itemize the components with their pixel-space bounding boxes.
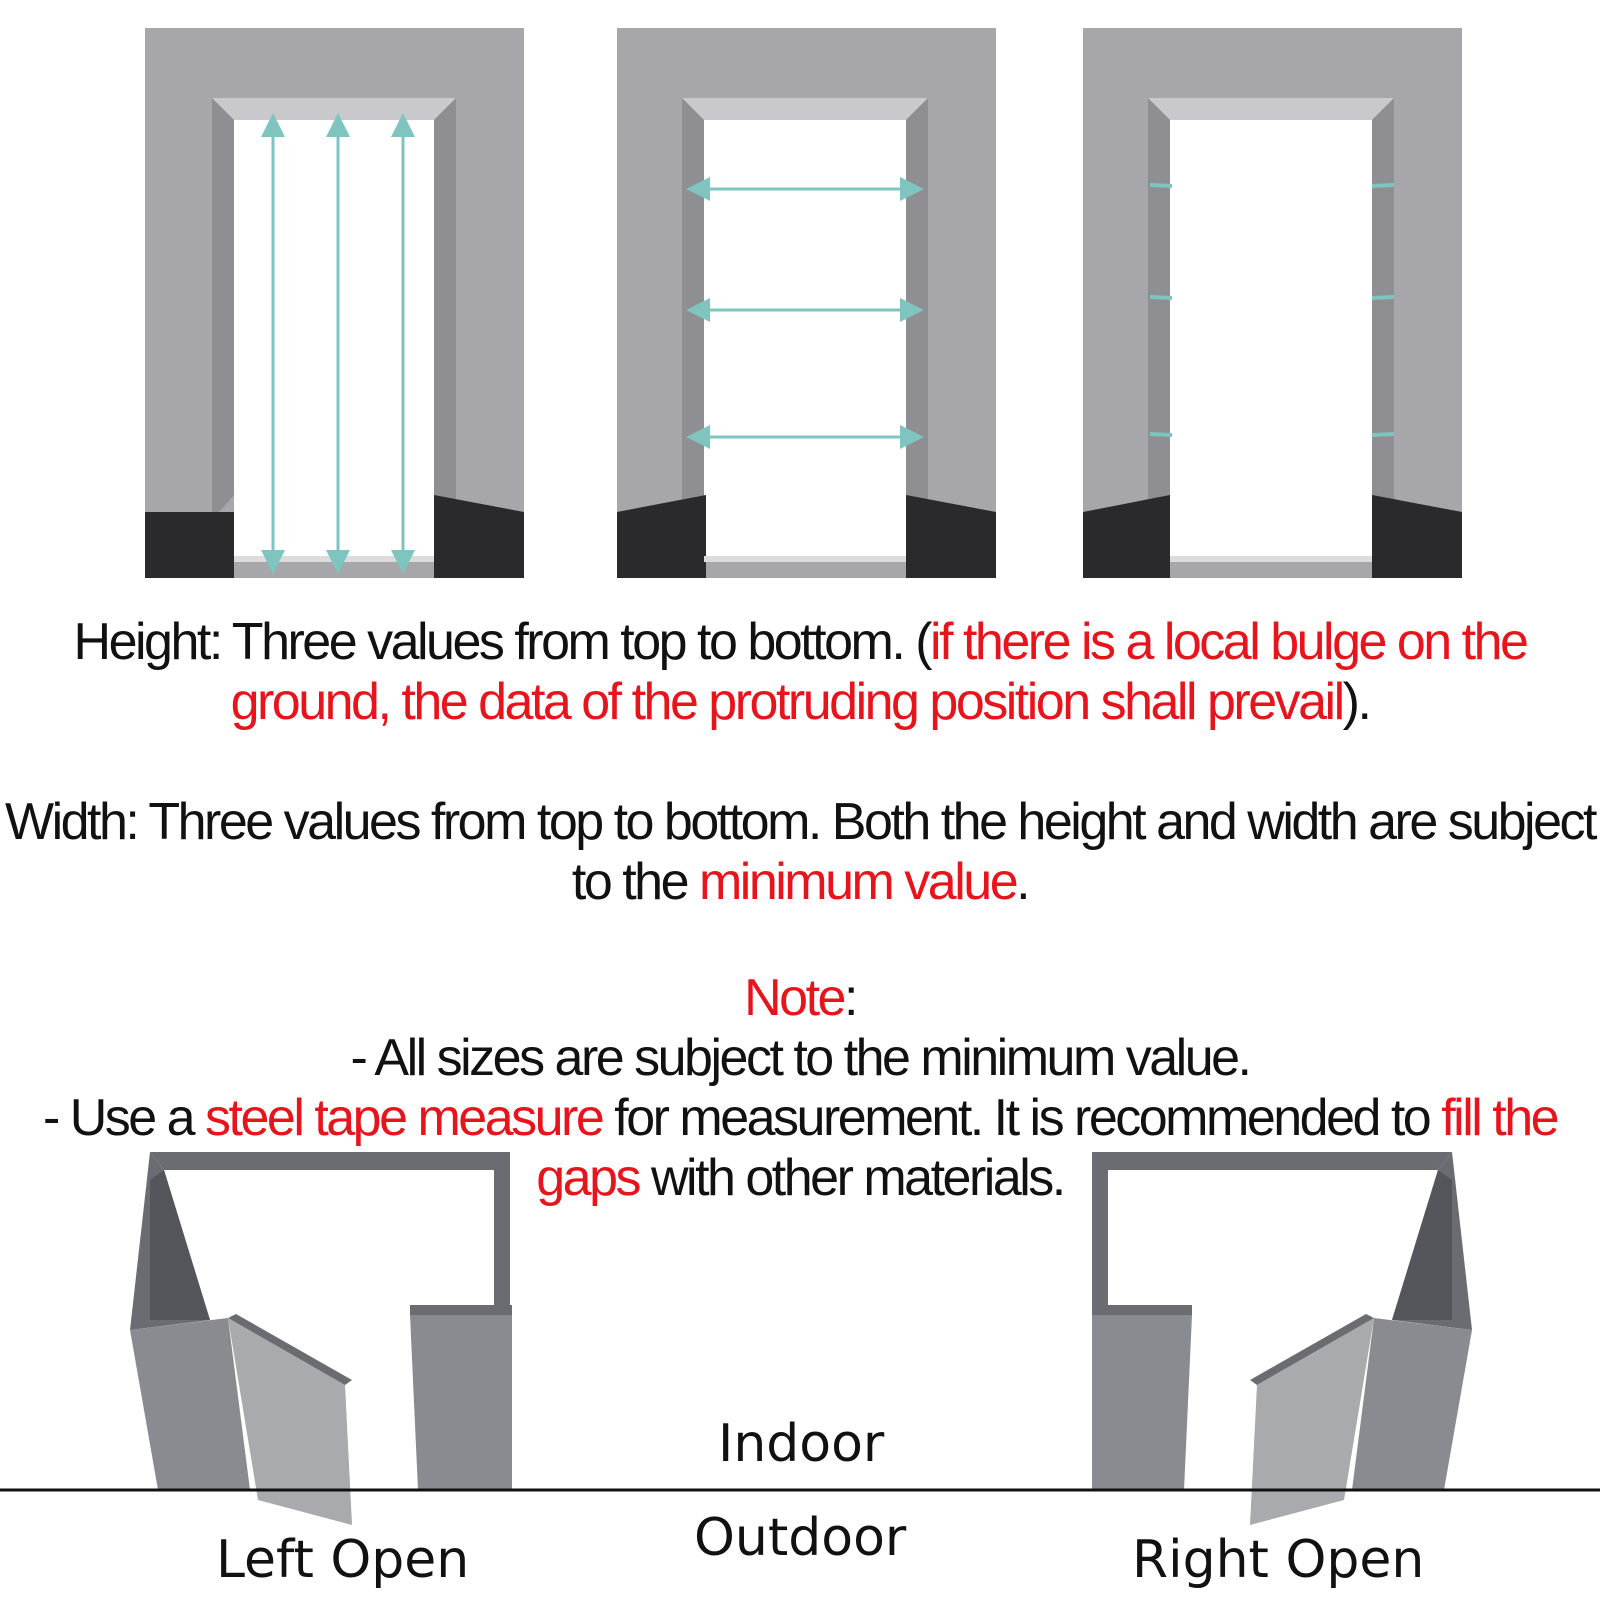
jamb-mark — [1372, 434, 1394, 435]
note-line-tools-prefix: - Use a — [42, 1089, 206, 1147]
jamb-mark — [1150, 434, 1172, 435]
note-line-tools-middle: for measurement. It is recommended to — [602, 1089, 1442, 1147]
height-measure-frame — [145, 28, 524, 578]
jamb-mark — [1372, 297, 1394, 298]
jamb-mark — [1150, 185, 1172, 186]
door-frame-measurement-diagrams — [0, 0, 1600, 590]
width-instruction-suffix: . — [1016, 853, 1029, 911]
width-measure-frame — [617, 28, 996, 578]
width-instruction — [0, 792, 1600, 912]
note-block — [0, 968, 1600, 1208]
indoor-label: Indoor — [718, 1414, 885, 1474]
note-line-tools-highlight-gaps: fill the gaps — [536, 1089, 1558, 1207]
note-line-tools-highlight-tape: steel tape measure — [205, 1089, 603, 1147]
note-title-text: Note — [744, 969, 844, 1027]
jamb-mark — [1150, 297, 1172, 298]
note-line-tools — [0, 1088, 1600, 1208]
jamb-mark-frame — [1083, 28, 1462, 578]
right-open-label: Right Open — [1132, 1530, 1425, 1590]
width-instruction-text: Width: Three values from top to bottom. Both the height and width are subject to the — [5, 793, 1595, 911]
jamb-mark — [1372, 185, 1394, 186]
note-title — [0, 968, 1600, 1028]
note-line-sizes: - All sizes are subject to the minimum value. — [350, 1029, 1250, 1087]
left-open-label: Left Open — [216, 1530, 470, 1590]
outdoor-label: Outdoor — [694, 1508, 907, 1568]
height-instruction-suffix: ). — [1342, 673, 1370, 731]
width-instruction-highlight: minimum value — [698, 853, 1017, 911]
note-title-colon: : — [843, 969, 856, 1027]
note-line-tools-suffix: with other materials. — [639, 1149, 1064, 1207]
height-instruction — [0, 612, 1600, 732]
height-instruction-highlight: if there is a local bulge on the ground, the data of the protruding position shall prevail — [230, 613, 1527, 731]
height-instruction-text: Height: Three values from top to bottom. ( — [73, 613, 931, 671]
